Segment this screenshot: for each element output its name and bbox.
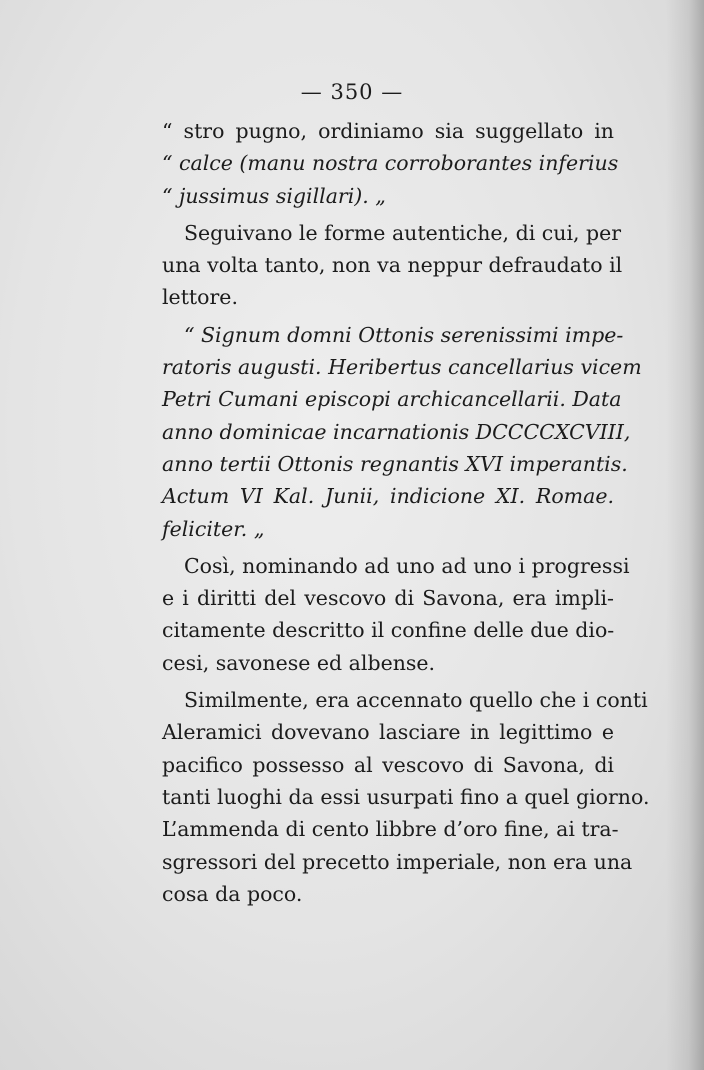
text-line: anno dominicae incarnationis DCCCCXCVIII, [162,419,631,444]
paragraph [162,217,623,314]
paragraph [162,550,630,679]
text-line: cesi, savonese ed albense. [162,650,436,675]
text-line: citamente descritto il confine delle due dio- [162,618,615,643]
text-line: “ stro pugno, ordiniamo sia suggellato in [162,119,614,143]
body-text [162,115,650,910]
text-line: L’ammenda di cento libbre d’oro fine, ai tra- [162,817,619,842]
text-line: “ Signum domni Ottonis serenissimi impe- [184,322,624,347]
text-line: Aleramici dovevano lasciare in legittimo e [162,720,614,745]
paragraph-quote-end [162,115,619,212]
text-line: pacifico possesso al vescovo di Savona, di [162,752,614,777]
text-line: “ jussimus sigillari). „ [162,183,386,208]
text-line: tanti luoghi da essi usurpati fino a quel giorno. [162,784,650,809]
text-line: e i diritti del vescovo di Savona, era impli- [162,586,614,611]
text-line: feliciter. „ [162,516,265,541]
page-number: — 350 — [300,80,404,104]
text-line: Actum VI Kal. Junii, indicione XI. Romae. [162,484,614,509]
text-line: Così, nominando ad uno ad uno i progressi [184,553,630,578]
text-line: cosa da poco. [162,881,303,906]
text-line: ratoris augusti. Heribertus cancellarius vicem [162,355,642,380]
text-line: una volta tanto, non va neppur defraudato il [162,253,623,278]
text-line: Similmente, era accennato quello che i conti [184,688,648,713]
text-line: lettore. [162,285,238,310]
paragraph-latin-signum [162,319,642,545]
text-line: Seguivano le forme autentiche, di cui, per [184,220,622,245]
page-edge-shadow [666,0,704,1070]
text-line: sgressori del precetto imperiale, non era una [162,849,633,874]
text-line: anno tertii Ottonis regnantis XVI imperantis. [162,451,628,476]
text-line: Petri Cumani episcopi archicancellarii. Data [162,387,622,412]
text-line: “ calce (manu nostra corroborantes inferius [162,151,619,176]
paragraph [162,684,650,910]
